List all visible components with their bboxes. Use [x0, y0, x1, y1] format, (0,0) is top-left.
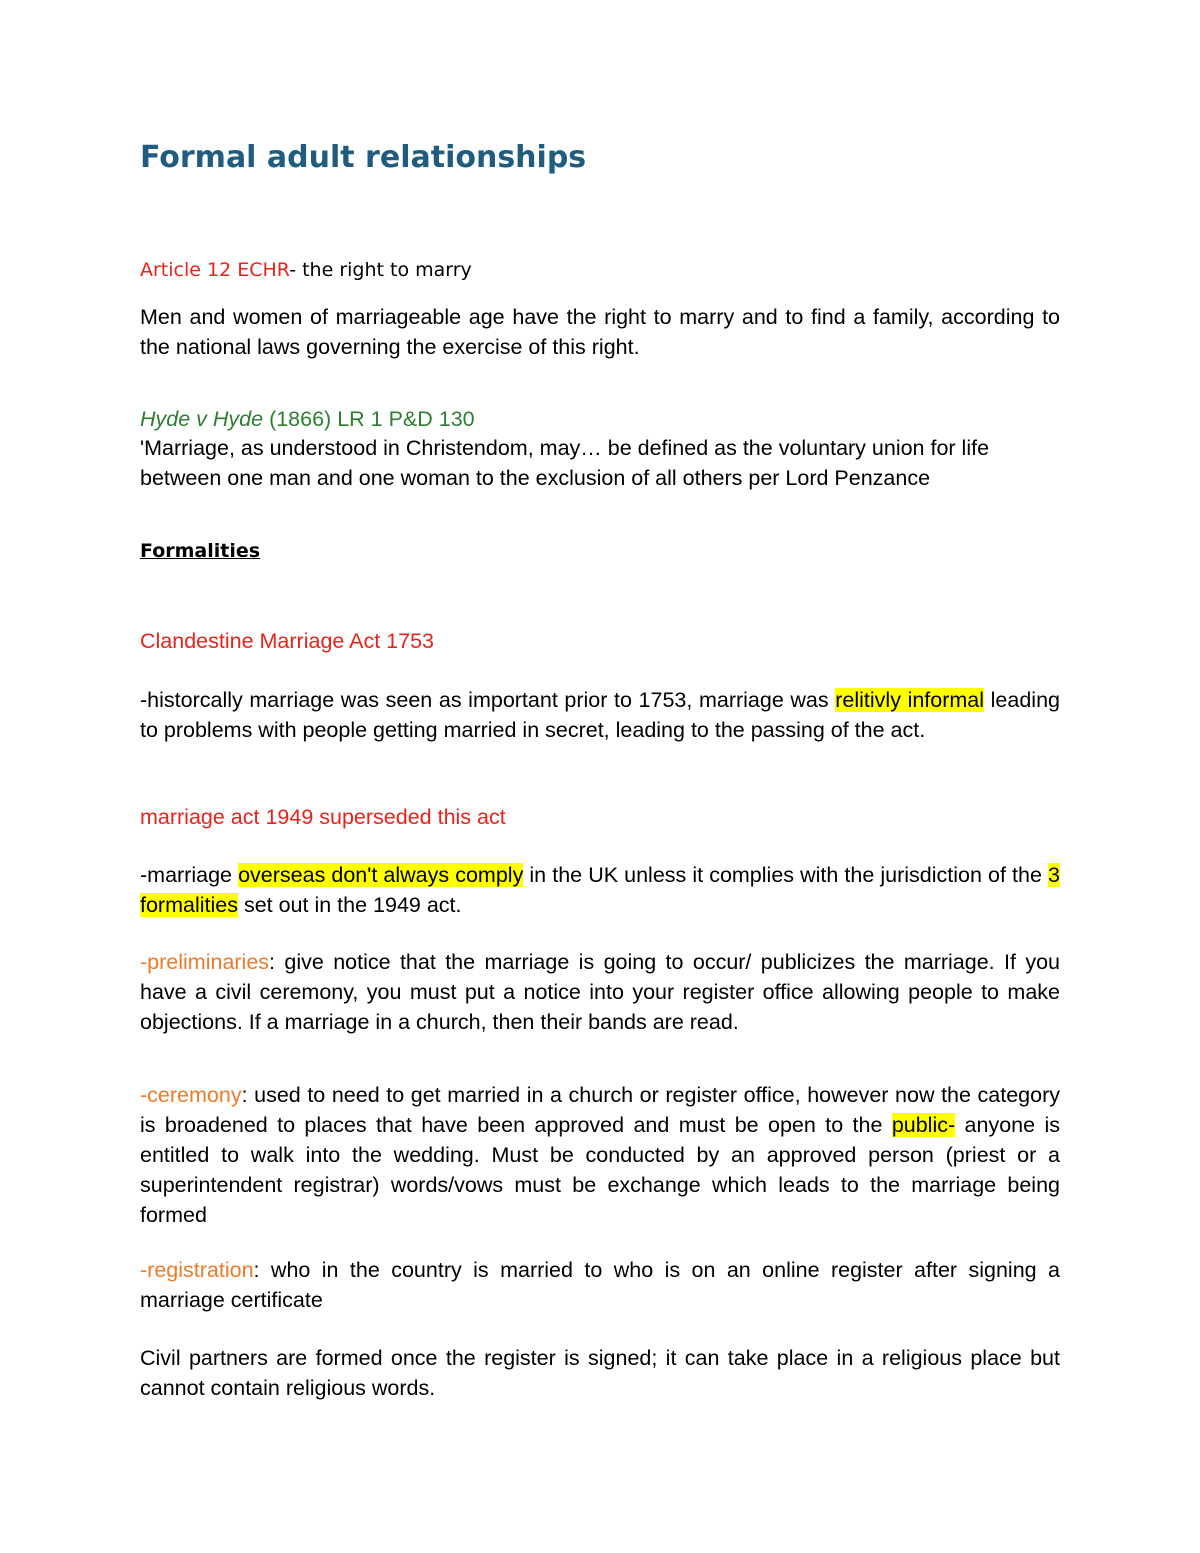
marriage-act-part1: -marriage	[140, 863, 239, 887]
ceremony-text-after: anyone is entitled to walk into the wedding. Must be conducted by an approved person (priest or a superintendent registrar) words/vows must be exchange which leads to the marriage being formed	[140, 1113, 1060, 1227]
article-label: Article 12 ECHR	[140, 259, 290, 281]
hyde-quote: 'Marriage, as understood in Christendom, may… be defined as the voluntary union for life between one man and one woman to the exclusion of all others per Lord Penzance	[140, 436, 990, 490]
preliminaries-paragraph	[140, 947, 1060, 1037]
clandestine-text-before: -historcally marriage was seen as important prior to 1753, marriage was	[140, 688, 836, 712]
ceremony-paragraph	[140, 1080, 1060, 1230]
marriage-act-heading: marriage act 1949 superseded this act	[140, 805, 506, 829]
hyde-citation-line	[140, 404, 1060, 434]
ceremony-dash: -	[140, 1083, 148, 1107]
registration-text: : who in the country is married to who is on an online register after signing a marriage certificate	[140, 1258, 1060, 1312]
registration-paragraph	[140, 1255, 1060, 1315]
hyde-case-name: Hyde v Hyde	[140, 407, 264, 431]
ceremony-text-before: : used to need to get married in a church or register office, however now the category is broadened to places that have been approved and must be open to the	[140, 1083, 1060, 1137]
article-text: Men and women of marriageable age have the right to marry and to find a family, according to the national laws governing the exercise of this right.	[140, 305, 1060, 359]
highlight-relitivly-informal: relitivly informal	[835, 688, 985, 712]
clandestine-heading: Clandestine Marriage Act 1753	[140, 629, 435, 653]
article-suffix: - the right to marry	[289, 259, 472, 281]
marriage-act-part2: in the UK unless it complies with the jurisdiction of the	[523, 863, 1049, 887]
hyde-citation: (1866) LR 1 P&D 130	[263, 407, 475, 431]
clandestine-text	[140, 685, 1060, 745]
clandestine-text-after: leading to problems with people getting married in secret, leading to the passing of the act.	[140, 688, 1060, 742]
ceremony-label: ceremony	[147, 1083, 242, 1107]
article-line	[140, 255, 1060, 285]
preliminaries-dash: -	[140, 950, 148, 974]
formalities-heading: Formalities	[140, 540, 261, 562]
civil-partners-paragraph: Civil partners are formed once the register is signed; it can take place in a religious place but cannot contain religious words.	[140, 1346, 1060, 1400]
highlight-public: public-	[891, 1113, 956, 1137]
page-title: Formal adult relationships	[140, 140, 587, 175]
preliminaries-text: : give notice that the marriage is going to occur/ publicizes the marriage. If you have a civil ceremony, you must put a notice into your register office allowing people to make objections. If a marriage in a church, then their bands are read.	[140, 950, 1060, 1034]
marriage-act-part3: set out in the 1949 act.	[237, 893, 462, 917]
marriage-act-text	[140, 860, 1060, 920]
registration-label: registration	[147, 1258, 254, 1282]
registration-dash: -	[140, 1258, 148, 1282]
highlight-3-formalities: 3 formalities	[140, 863, 1060, 917]
highlight-overseas: overseas don't always comply	[238, 863, 524, 887]
preliminaries-label: preliminaries	[147, 950, 270, 974]
